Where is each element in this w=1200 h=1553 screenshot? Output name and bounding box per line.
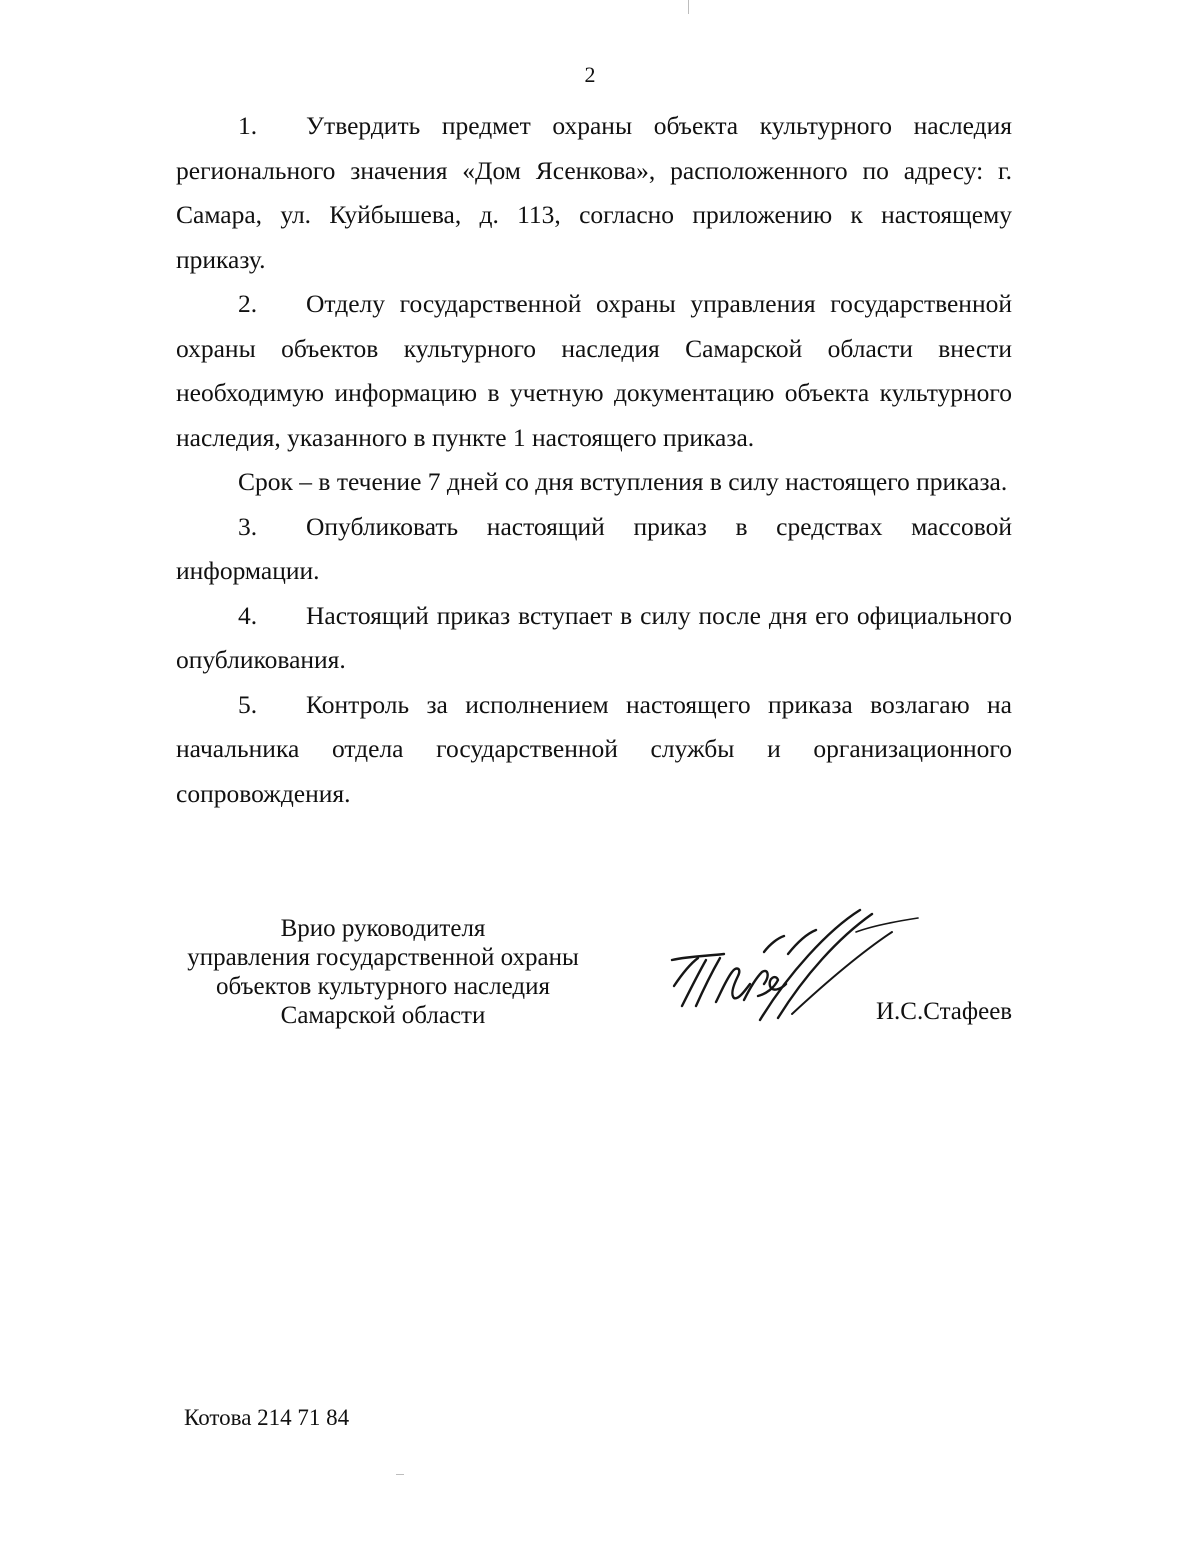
- item-text: Контроль за исполнением настоящего приказа возлагаю на начальника отдела государственной службы и организационного сопровождения.: [176, 689, 1012, 808]
- item-number: 2.: [238, 289, 258, 318]
- order-item-4: [176, 594, 1012, 683]
- order-item-1: [176, 104, 1012, 282]
- order-item-2: [176, 282, 1012, 460]
- item-number: 1.: [238, 111, 258, 140]
- signer-position-line: Самарской области: [280, 1002, 486, 1029]
- item-text: Настоящий приказ вступает в силу после дня его официального опубликования.: [176, 600, 1012, 674]
- signer-position-line: объектов культурного наследия: [216, 973, 550, 1000]
- scan-mark-top: [688, 0, 689, 14]
- signer-position: [170, 914, 596, 1030]
- scan-mark-bottom: [396, 1474, 404, 1475]
- signer-position-line: управления государственной охраны: [187, 944, 579, 971]
- item-text: Утвердить предмет охраны объекта культурного наследия регионального значения «Дом Ясенкова», расположенного по адресу: г. Самара, ул. Куйбышева, д. 113, согласно приложению к настоящему приказу.: [176, 111, 1012, 274]
- item-text: Опубликовать настоящий приказ в средствах массовой информации.: [176, 511, 1012, 585]
- page-number: 2: [584, 62, 596, 87]
- order-body: [176, 104, 1012, 816]
- item-number: 5.: [238, 689, 258, 719]
- item-number: 3.: [238, 511, 258, 541]
- signer-name: И.С.Стафеев: [876, 998, 1013, 1025]
- signer-position-line: Врио руководителя: [280, 915, 486, 942]
- item-text: Отделу государственной охраны управления государственной охраны объектов культурного наследия Самарской области внести необходимую информацию в учетную документацию объекта культурного наследия, указанного в пункте 1 настоящего приказа.: [176, 289, 1012, 452]
- item-number: 4.: [238, 600, 258, 630]
- order-item-5: [176, 683, 1012, 817]
- item-text: Срок – в течение 7 дней со дня вступления в силу настоящего приказа.: [238, 467, 1008, 496]
- executor-contact: Котова 214 71 84: [184, 1405, 350, 1430]
- order-item-3: [176, 505, 1012, 594]
- order-item-2-deadline: [176, 460, 1012, 505]
